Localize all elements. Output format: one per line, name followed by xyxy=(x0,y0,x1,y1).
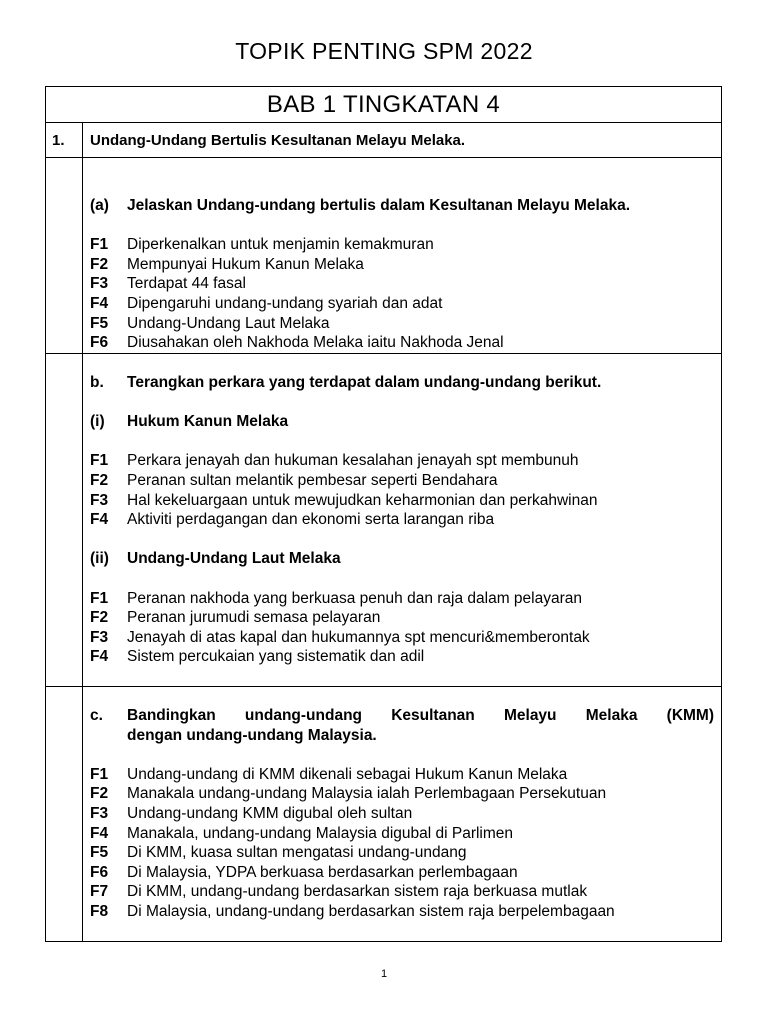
answer-list-c xyxy=(90,765,714,922)
empty-cell xyxy=(46,354,83,687)
subheading-i: (i) Hukum Kanun Melaka xyxy=(90,413,289,431)
list-item: F2 Manakala undang-undang Malaysia ialah Perlembagaan Persekutuan xyxy=(90,785,607,803)
question-text: Bandingkan undang-undang Kesultanan Melayu Melaka (KMM) xyxy=(127,707,714,724)
section-b-row xyxy=(46,354,722,687)
section-b xyxy=(83,354,722,687)
chapter-heading: BAB 1 TINGKATAN 4 xyxy=(46,87,722,123)
list-item: F3 Jenayah di atas kapal dan hukumannya spt mencuri&memberontak xyxy=(90,628,590,646)
question-text: Jelaskan Undang-undang bertulis dalam Kesultanan Melayu Melaka. xyxy=(127,197,631,214)
question-label: (a) xyxy=(90,197,109,214)
question-label: b. xyxy=(90,374,104,391)
list-item: F1 Undang-undang di KMM dikenali sebagai Hukum Kanun Melaka xyxy=(90,765,568,783)
list-item: F1 Peranan nakhoda yang berkuasa penuh dan raja dalam pelayaran xyxy=(90,589,583,607)
topic-number: 1. xyxy=(46,123,83,158)
section-a-row xyxy=(46,158,722,354)
list-item: F1 Perkara jenayah dan hukuman kesalahan jenayah spt membunuh xyxy=(90,452,579,470)
empty-cell xyxy=(46,687,83,942)
list-item: F2 Mempunyai Hukum Kanun Melaka xyxy=(90,255,364,273)
question-a xyxy=(90,196,714,216)
chapter-row xyxy=(46,87,722,123)
list-item: F2 Peranan sultan melantik pembesar seperti Bendahara xyxy=(90,471,498,489)
answer-list-b-ii xyxy=(90,589,714,667)
list-item: F5 Undang-Undang Laut Melaka xyxy=(90,314,330,332)
question-c xyxy=(90,706,714,726)
list-item: F4 Aktiviti perdagangan dan ekonomi serta larangan riba xyxy=(90,511,495,529)
question-text: Terangkan perkara yang terdapat dalam undang-undang berikut. xyxy=(127,374,602,391)
list-item: F1 Diperkenalkan untuk menjamin kemakmuran xyxy=(90,236,434,254)
page-title: TOPIK PENTING SPM 2022 xyxy=(235,38,533,64)
list-item: F4 Sistem percukaian yang sistematik dan adil xyxy=(90,648,425,666)
subheading-ii: (ii) Undang-Undang Laut Melaka xyxy=(90,550,341,568)
list-item: F3 Hal kekeluargaan untuk mewujudkan keharmonian dan perkahwinan xyxy=(90,491,598,509)
list-item: F2 Peranan jurumudi semasa pelayaran xyxy=(90,609,381,627)
topic-table xyxy=(45,86,722,942)
section-c-row xyxy=(46,687,722,942)
list-item: F3 Undang-undang KMM digubal oleh sultan xyxy=(90,804,413,822)
section-a xyxy=(83,158,722,354)
question-b xyxy=(90,373,714,393)
page-number: 1 xyxy=(380,968,388,980)
list-item: F6 Diusahakan oleh Nakhoda Melaka iaitu Nakhoda Jenal xyxy=(90,334,504,352)
list-item: F8 Di Malaysia, undang-undang berdasarkan sistem raja berpelembagaan xyxy=(90,902,615,920)
list-item: F3 Terdapat 44 fasal xyxy=(90,275,246,293)
topic-row xyxy=(46,123,722,158)
question-c-line2 xyxy=(90,726,714,746)
answer-list-b-i xyxy=(90,451,714,529)
list-item: F7 Di KMM, undang-undang berdasarkan sistem raja berkuasa mutlak xyxy=(90,883,588,901)
section-c xyxy=(83,687,722,942)
list-item: F4 Dipengaruhi undang-undang syariah dan adat xyxy=(90,294,443,312)
list-item: F4 Manakala, undang-undang Malaysia digubal di Parlimen xyxy=(90,824,514,842)
question-label: c. xyxy=(90,707,103,724)
answer-list-a xyxy=(90,235,714,353)
question-text: dengan undang-undang Malaysia. xyxy=(127,726,377,744)
list-item: F5 Di KMM, kuasa sultan mengatasi undang-undang xyxy=(90,844,467,862)
topic-title: Undang-Undang Bertulis Kesultanan Melayu Melaka. xyxy=(83,123,722,158)
list-item: F6 Di Malaysia, YDPA berkuasa berdasarkan perlembagaan xyxy=(90,863,518,881)
empty-cell xyxy=(46,158,83,354)
